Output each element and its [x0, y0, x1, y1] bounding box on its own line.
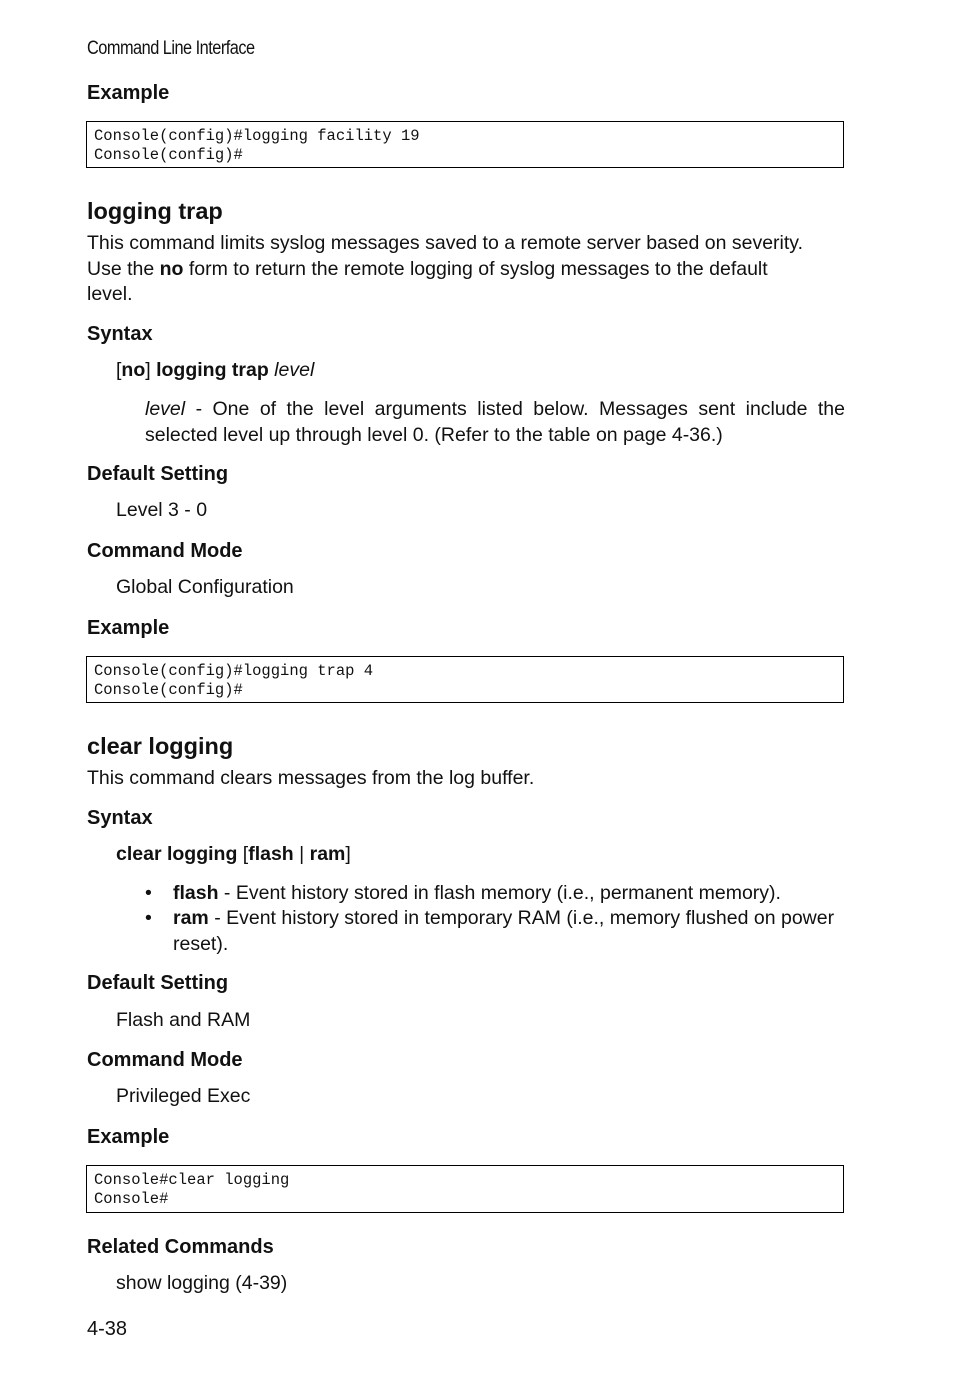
option-ram: ram — [173, 907, 209, 929]
syntax-heading: Syntax — [87, 807, 153, 829]
syntax-heading: Syntax — [87, 323, 153, 345]
related-commands-heading: Related Commands — [87, 1236, 274, 1258]
list-item — [145, 906, 845, 958]
bracket: ] — [145, 359, 151, 381]
syntax-line — [116, 843, 351, 866]
code-line: Console(config)# — [94, 681, 243, 699]
code-line: Console# — [94, 1190, 169, 1208]
bullet-icon: • — [145, 907, 152, 929]
syntax-line — [116, 359, 314, 382]
related-command-link: show logging (4-39) — [116, 1272, 288, 1294]
running-header: Command Line Interface — [87, 38, 255, 59]
bullet-icon: • — [145, 882, 152, 904]
separator: | — [293, 843, 310, 865]
bracket: [ — [116, 359, 122, 381]
bracket: [ — [237, 843, 249, 865]
description-line: level. — [87, 283, 133, 305]
default-setting-heading: Default Setting — [87, 972, 229, 994]
command-keyword: clear logging — [116, 843, 238, 865]
command-mode-value: Global Configuration — [116, 576, 294, 598]
option-flash: flash — [248, 843, 294, 865]
code-example-box — [86, 121, 844, 168]
option-ram: ram — [309, 843, 346, 865]
command-keyword: logging trap — [156, 359, 269, 381]
keyword-no: no — [159, 257, 184, 280]
list-item-text — [173, 881, 845, 907]
bracket: ] — [345, 843, 351, 865]
keyword-no: no — [121, 359, 146, 381]
page-number: 4-38 — [87, 1318, 128, 1340]
parameter-description — [145, 397, 845, 448]
description-line — [87, 257, 857, 283]
list-item — [145, 881, 845, 907]
code-line: Console(config)#logging facility 19 — [94, 127, 420, 145]
command-mode-heading: Command Mode — [87, 540, 243, 562]
description-line: This command limits syslog messages saved to a remote server based on severity. — [87, 232, 804, 254]
option-description: - Event history stored in temporary RAM (i.e., memory flushed on power reset). — [173, 907, 835, 955]
option-description: - Event history stored in flash memory (i.e., permanent memory). — [218, 882, 781, 904]
description-text: form to return the remote logging of syslog messages to the default — [183, 257, 768, 280]
command-title-logging-trap: logging trap — [87, 198, 223, 224]
code-line: Console(config)#logging trap 4 — [94, 662, 374, 680]
example-heading: Example — [87, 617, 170, 639]
command-title-clear-logging: clear logging — [87, 733, 234, 759]
list-item-text — [173, 906, 845, 957]
command-mode-heading: Command Mode — [87, 1049, 243, 1071]
command-description — [87, 231, 857, 308]
code-example-box — [86, 656, 844, 703]
code-line: Console(config)# — [94, 146, 243, 164]
description-text: Use the — [87, 257, 160, 280]
code-example-box — [86, 1165, 844, 1213]
parameter-name: level — [145, 398, 186, 420]
command-mode-value: Privileged Exec — [116, 1085, 251, 1107]
code-line: Console#clear logging — [94, 1171, 290, 1189]
parameter-text: - One of the level arguments listed below. Messages sent include the selected level up through level 0. (Refer to the table on page 4-36.) — [145, 398, 845, 446]
example-heading: Example — [87, 1126, 170, 1148]
default-setting-value: Level 3 - 0 — [116, 499, 208, 521]
default-setting-heading: Default Setting — [87, 463, 229, 485]
default-setting-value: Flash and RAM — [116, 1009, 251, 1031]
example-heading: Example — [87, 82, 170, 104]
option-flash: flash — [173, 882, 219, 904]
parameter-name: level — [274, 359, 315, 381]
command-description: This command clears messages from the log buffer. — [87, 767, 535, 789]
